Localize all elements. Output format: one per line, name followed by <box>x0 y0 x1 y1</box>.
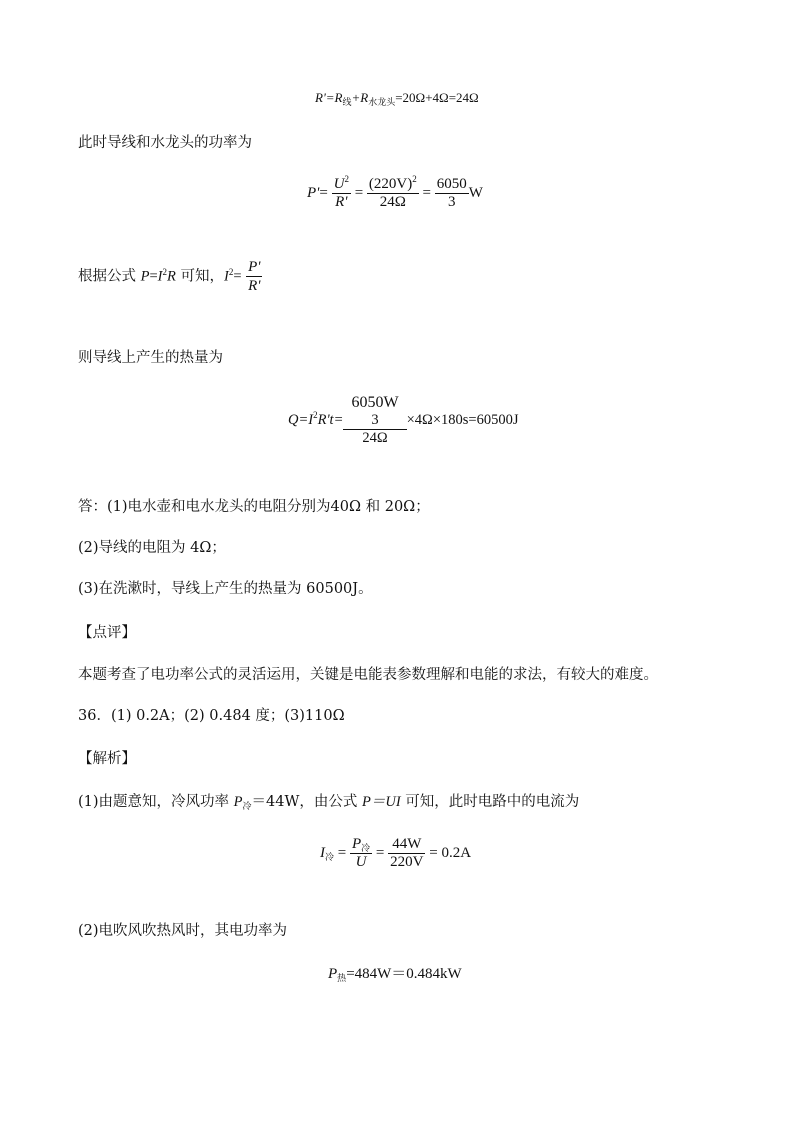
eq2-frac3 <box>435 176 469 211</box>
eq2-num1: U <box>333 176 345 192</box>
answer-3: (3)在洗漱时，导线上产生的热量为 60500J。 <box>78 581 373 597</box>
eq4-rhs: = 0.2A <box>429 845 472 861</box>
equation-heat <box>288 394 518 447</box>
eq2-den2: 24Ω <box>367 193 419 211</box>
paragraph-heat-intro: 则导线上产生的热量为 <box>78 350 223 366</box>
paragraph-formula <box>78 258 262 295</box>
equation-current <box>320 836 471 871</box>
eq3-rest: R't= <box>317 412 344 428</box>
a1-t3: 可知，此时电路中的电流为 <box>400 794 580 810</box>
eq5-sub: 热 <box>337 973 347 983</box>
eq1-plus-r: +R <box>351 90 369 105</box>
analysis-step-1 <box>78 793 579 813</box>
eq3-mid: 3 <box>343 412 407 430</box>
p2-den: R' <box>248 278 261 294</box>
eq4-num1-sub: 冷 <box>361 843 371 853</box>
p2-text: 根据公式 <box>78 268 141 285</box>
review-heading: 【点评】 <box>78 625 136 641</box>
equation-power <box>307 176 483 211</box>
eq3-sup: 2 <box>313 410 318 420</box>
eq2-num1-sup: 2 <box>344 174 349 184</box>
eq1-rhs: =20Ω+4Ω=24Ω <box>395 90 479 105</box>
eq3-complex-frac <box>347 394 403 447</box>
eq4-frac1 <box>350 836 372 871</box>
p2-text2: 可知， <box>175 268 224 285</box>
p2-sup: 2 <box>162 266 167 277</box>
p2-i2: I <box>223 268 229 285</box>
p2-i: I <box>157 268 163 285</box>
eq1-lhs: R' <box>315 90 326 105</box>
eq2-den1: R' <box>332 193 351 211</box>
eq4-eq2: = <box>375 845 385 861</box>
paragraph-power-intro: 此时导线和水龙头的功率为 <box>78 135 252 151</box>
eq4-den1: U <box>350 853 372 871</box>
p2-r: R <box>167 268 176 285</box>
a1-t1: (1)由题意知，冷风功率 <box>78 794 234 810</box>
eq4-num1: P <box>351 836 362 852</box>
a1-p: P <box>233 794 243 810</box>
equation-total-resistance <box>315 90 479 106</box>
eq2-num3: 6050 <box>436 176 467 192</box>
answer-1: 答：(1)电水壶和电水龙头的电阻分别为40Ω 和 20Ω； <box>78 499 430 515</box>
eq4-num2: 44W <box>392 836 422 852</box>
eq2-num2: (220V) <box>368 176 413 192</box>
eq2-eq2: = <box>354 184 364 201</box>
p2-i2-sup: 2 <box>228 266 234 277</box>
eq1-sub-faucet: 水龙头 <box>368 97 396 107</box>
eq2-frac2 <box>367 176 419 211</box>
equation-hot-power <box>328 962 462 983</box>
eq5-rhs: =484W＝0.484kW <box>346 966 462 982</box>
review-text: 本题考查了电功率公式的灵活运用，关键是电能表参数理解和电能的求法，有较大的难度。 <box>78 667 658 683</box>
a1-sub: 冷 <box>242 802 252 812</box>
eq3-tail: ×4Ω×180s=60500J <box>406 412 519 428</box>
a1-t2: ＝44W，由公式 <box>251 794 362 810</box>
p2-num: P' <box>248 259 261 275</box>
eq5-p: P <box>328 966 338 982</box>
eq2-lhs: P' <box>307 184 320 201</box>
p2-p: P <box>140 268 150 285</box>
answer-2: (2)导线的电阻为 4Ω； <box>78 540 226 556</box>
eq4-i: I <box>320 845 325 861</box>
eq4-den2: 220V <box>390 854 424 870</box>
eq3-lhs: Q=I <box>288 412 314 428</box>
eq2-num2-sup: 2 <box>412 174 417 184</box>
eq2-den3: 3 <box>435 193 469 211</box>
p2-frac <box>246 258 262 295</box>
eq4-eq1: = <box>337 845 347 861</box>
p2-eq2: = <box>233 268 242 285</box>
eq3-top: 6050W <box>351 394 399 411</box>
eq2-eq3: = <box>422 184 431 201</box>
p2-eq: = <box>149 268 158 285</box>
analysis-step-2: (2)电吹风吹热风时，其电功率为 <box>78 923 288 939</box>
eq2-unit: W <box>468 184 483 201</box>
eq3-den: 24Ω <box>362 430 388 446</box>
analysis-heading: 【解析】 <box>78 751 136 767</box>
eq1-sub-line: 线 <box>342 97 352 107</box>
eq4-i-sub: 冷 <box>325 852 335 862</box>
eq1-r: =R <box>325 90 343 105</box>
eq2-eq: = <box>319 184 328 201</box>
question-36-answers: 36．(1) 0.2A；(2) 0.484 度；(3)110Ω <box>78 708 345 724</box>
a1-formula: P＝UI <box>362 794 401 810</box>
eq4-frac2 <box>388 836 425 871</box>
eq2-frac1 <box>332 176 351 211</box>
